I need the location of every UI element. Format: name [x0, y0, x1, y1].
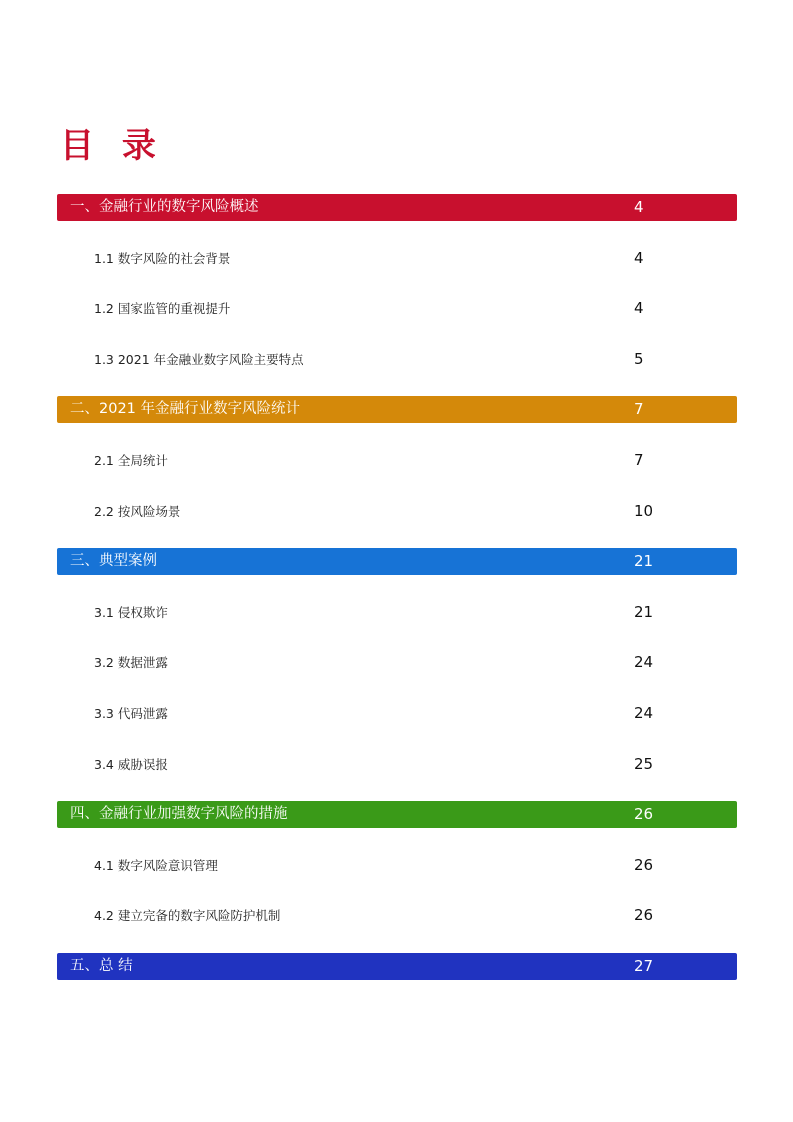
toc-item-label: 4.2 建立完备的数字风险防护机制: [94, 908, 281, 924]
toc-section-1[interactable]: [57, 194, 737, 221]
toc-page-number: 10: [634, 501, 654, 520]
toc-item-3-3[interactable]: [57, 700, 737, 751]
toc-section-label: 五、总 结: [70, 957, 133, 974]
toc-section-label: 一、金融行业的数字风险概述: [70, 199, 259, 215]
toc-item-label: 3.1 侵权欺诈: [94, 604, 168, 620]
toc-page-number: 4: [634, 299, 644, 318]
toc-item-3-4[interactable]: [57, 751, 737, 802]
toc-item-1-3[interactable]: [57, 346, 737, 397]
toc-page-number: 4: [634, 248, 644, 267]
toc-page-number: 26: [634, 855, 654, 874]
toc-page-number: 25: [634, 754, 654, 773]
toc-section-3[interactable]: [57, 548, 737, 575]
toc-item-3-1[interactable]: [57, 599, 737, 650]
toc-item-2-2[interactable]: [57, 498, 737, 549]
toc-item-3-2[interactable]: [57, 649, 737, 700]
table-of-contents: [57, 194, 737, 1004]
toc-page-number: 26: [634, 906, 654, 925]
toc-page-number: 26: [634, 805, 654, 824]
toc-item-4-1[interactable]: [57, 852, 737, 903]
toc-page-number: 5: [634, 349, 644, 368]
toc-item-label: 2.2 按风险场景: [94, 503, 181, 519]
toc-page-number: 21: [634, 552, 654, 571]
toc-section-4[interactable]: [57, 801, 737, 828]
toc-item-label: 1.1 数字风险的社会背景: [94, 250, 231, 266]
toc-page-number: 21: [634, 602, 654, 621]
toc-page-number: 24: [634, 703, 654, 722]
toc-section-label: 四、金融行业加强数字风险的措施: [70, 806, 288, 823]
toc-item-2-1[interactable]: [57, 447, 737, 498]
toc-page-number: 27: [634, 956, 654, 975]
toc-item-label: 3.4 威胁误报: [94, 756, 168, 772]
toc-item-label: 3.3 代码泄露: [94, 705, 168, 721]
toc-item-1-1[interactable]: [57, 245, 737, 296]
toc-page-number: 4: [634, 198, 644, 216]
toc-page-number: 7: [634, 450, 644, 469]
toc-item-label: 1.3 2021 年金融业数字风险主要特点: [94, 351, 304, 367]
toc-item-4-2[interactable]: [57, 902, 737, 953]
toc-item-label: 2.1 全局统计: [94, 452, 168, 468]
toc-section-2[interactable]: [57, 396, 737, 423]
toc-section-label: 三、典型案例: [70, 553, 157, 570]
toc-item-label: 1.2 国家监管的重视提升: [94, 301, 231, 317]
toc-section-label: 二、2021 年金融行业数字风险统计: [70, 401, 301, 418]
toc-item-label: 3.2 数据泄露: [94, 655, 168, 671]
toc-section-5[interactable]: [57, 953, 737, 980]
toc-page-number: 24: [634, 653, 654, 672]
toc-item-1-2[interactable]: [57, 295, 737, 346]
toc-item-label: 4.1 数字风险意识管理: [94, 857, 218, 873]
page-title: 目 录: [60, 126, 164, 166]
toc-page-number: 7: [634, 400, 644, 419]
